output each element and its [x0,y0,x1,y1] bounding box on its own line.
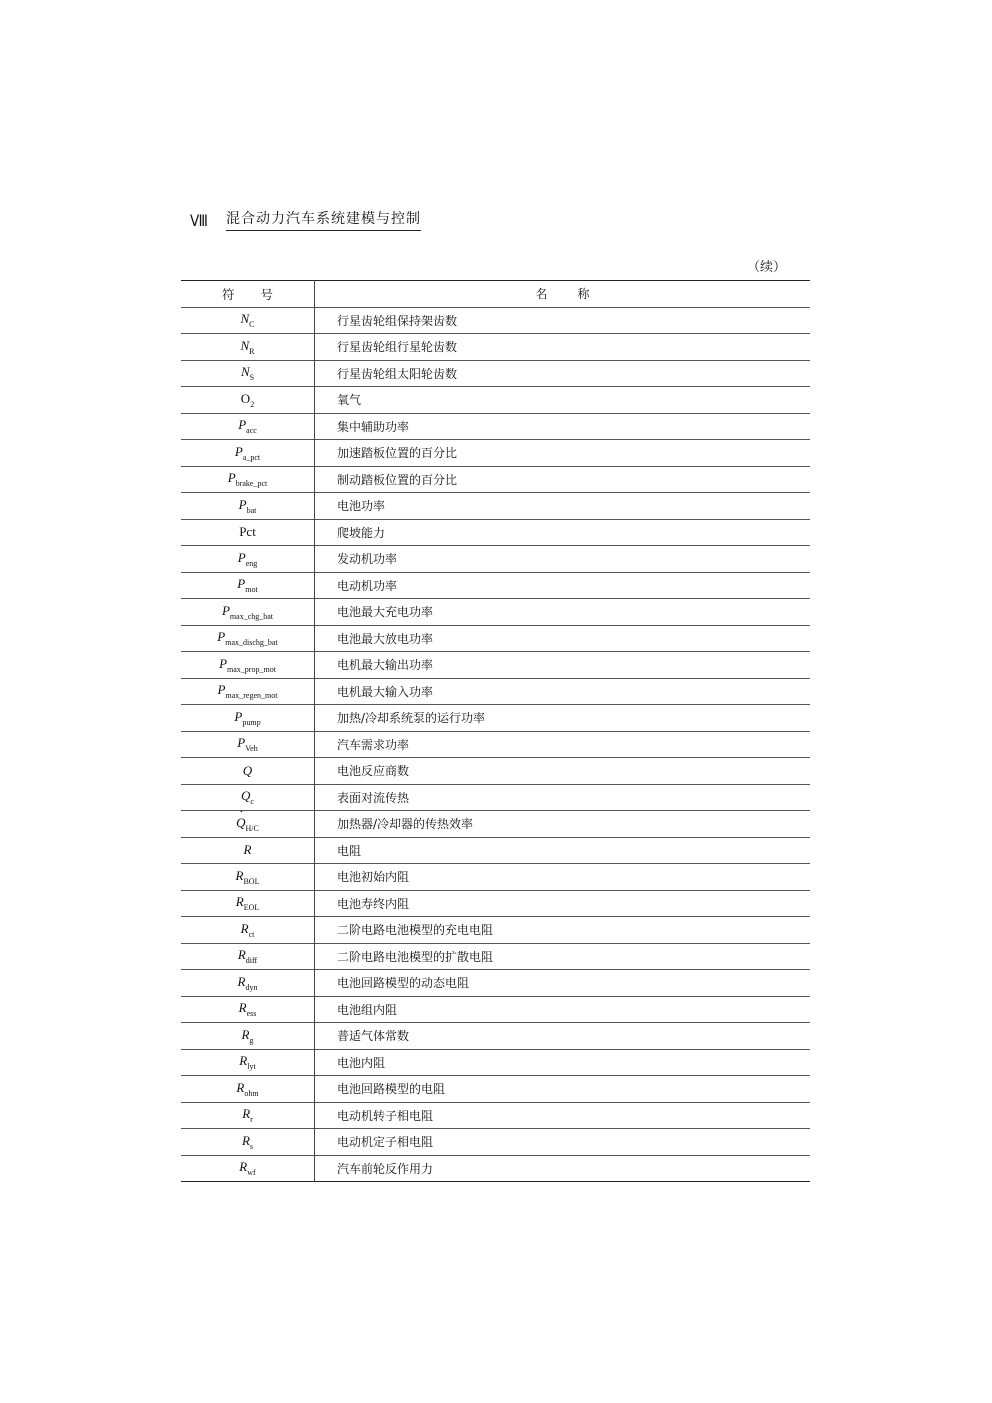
symbol-base: R [235,894,244,910]
symbol-cell [181,1102,315,1129]
symbol-cell [181,758,315,785]
symbol-base: R [243,842,252,858]
symbol-cell [181,466,315,493]
table-row [181,387,810,414]
symbol-subscript: ct [248,929,255,939]
symbol-cell [181,917,315,944]
table-row [181,1076,810,1103]
table-row [181,943,810,970]
symbol-subscript: r [250,1115,253,1125]
name-cell: 电池组内阻 [315,996,811,1023]
table-row [181,811,810,838]
symbol-cell [181,360,315,387]
symbol-cell [181,784,315,811]
symbol-subscript: ess [246,1009,257,1019]
symbol-cell [181,705,315,732]
name-cell: 电机最大输入功率 [315,678,811,705]
symbol-subscript: max_dischg_bat [225,638,278,648]
symbol-subscript: C [249,320,255,330]
symbol-cell [181,890,315,917]
symbol-subscript: diff [245,956,258,966]
symbol-subscript: max_chg_bat [229,611,274,621]
symbol-base: R [241,1132,250,1148]
symbol-base: · Q [236,815,245,831]
name-cell: 爬坡能力 [315,519,811,546]
name-cell: 电池功率 [315,493,811,520]
name-cell: 加热器/冷却器的传热效率 [315,811,811,838]
symbol-subscript: S [249,373,255,383]
name-cell: 加速踏板位置的百分比 [315,440,811,467]
name-cell: 电池内阻 [315,1049,811,1076]
table-row [181,599,810,626]
symbol-column-header: 符号 [181,281,315,308]
symbol-base: P [221,602,230,618]
symbol-subscript: eng [245,558,258,568]
table-row [181,864,810,891]
symbol-cell [181,1049,315,1076]
symbol-base: Q [241,788,251,804]
symbol-base: P [237,549,246,565]
symbol-cell [181,413,315,440]
symbol-table [181,280,810,1182]
symbol-subscript: lyt [247,1062,256,1072]
continued-label: （续） [747,260,787,275]
name-cell: 汽车前轮反作用力 [315,1155,811,1182]
symbol-subscript: BOL [243,876,260,886]
symbol-cell [181,519,315,546]
table-row [181,334,810,361]
table-row [181,758,810,785]
symbol-cell [181,625,315,652]
name-cell: 电池最大充电功率 [315,599,811,626]
table-row [181,837,810,864]
symbol-cell [181,731,315,758]
table-row [181,519,810,546]
table-row [181,731,810,758]
name-cell: 表面对流传热 [315,784,811,811]
table-row [181,1102,810,1129]
symbol-cell [181,1076,315,1103]
symbol-base: R [240,920,249,936]
name-cell: 汽车需求功率 [315,731,811,758]
symbol-base: R [242,1106,251,1122]
symbol-base: P [217,629,226,645]
table-row [181,678,810,705]
name-cell: 电池反应商数 [315,758,811,785]
symbol-subscript: acc [246,426,257,436]
symbol-base: P [219,655,228,671]
symbol-subscript: EOL [243,903,260,913]
symbol-subscript: g [249,1035,254,1045]
table-row [181,440,810,467]
table-row [181,413,810,440]
table-row [181,466,810,493]
symbol-cell [181,1129,315,1156]
table-row [181,625,810,652]
table-row [181,360,810,387]
table-row [181,784,810,811]
symbol-base: P [217,682,226,698]
symbol-subscript: H/C [245,823,259,833]
symbol-cell [181,599,315,626]
symbol-cell [181,546,315,573]
symbol-base: P [234,443,243,459]
symbol-subscript: pump [242,717,261,727]
symbol-base: O [240,390,251,406]
table-row [181,1129,810,1156]
table-row [181,652,810,679]
symbol-base: R [236,1079,245,1095]
symbol-base: N [240,311,250,327]
symbol-base: P [238,417,247,433]
symbol-cell [181,864,315,891]
symbol-base: P [237,735,246,751]
symbol-base: P [238,496,247,512]
name-cell: 电动机功率 [315,572,811,599]
name-cell: 电池最大放电功率 [315,625,811,652]
name-cell: 行星齿轮组太阳轮齿数 [315,360,811,387]
symbol-subscript: max_prop_mot [227,664,276,674]
symbol-base: R [241,1026,250,1042]
symbol-base: N [240,337,250,353]
name-cell: 电动机转子相电阻 [315,1102,811,1129]
symbol-base: R [235,867,244,883]
symbol-base: P [227,470,236,486]
name-cell: 集中辅助功率 [315,413,811,440]
name-cell: 电动机定子相电阻 [315,1129,811,1156]
symbol-cell [181,334,315,361]
name-cell: 二阶电路电池模型的扩散电阻 [315,943,811,970]
symbol-base: Pct [239,524,256,540]
name-column-header: 名称 [535,287,620,302]
symbol-cell [181,440,315,467]
symbol-cell [181,1155,315,1182]
symbol-cell [181,493,315,520]
symbol-base: R [239,1159,248,1175]
symbol-cell [181,1023,315,1050]
table-body [181,307,810,1182]
name-cell: 制动踏板位置的百分比 [315,466,811,493]
table-header-row [181,281,810,308]
symbol-base: P [234,708,243,724]
table-row [181,705,810,732]
table-row [181,970,810,997]
table-row [181,996,810,1023]
symbol-cell [181,652,315,679]
name-cell: 行星齿轮组行星轮齿数 [315,334,811,361]
symbol-cell [181,837,315,864]
name-cell: 电阻 [315,837,811,864]
name-cell: 加热/冷却系统泵的运行功率 [315,705,811,732]
table-row [181,307,810,334]
page-header [190,208,421,231]
chapter-title: 混合动力汽车系统建模与控制 [226,208,421,231]
name-cell: 行星齿轮组保持架齿数 [315,307,811,334]
symbol-subscript: wf [247,1168,256,1178]
table-row [181,572,810,599]
table-row [181,1023,810,1050]
symbol-cell [181,572,315,599]
symbol-cell [181,307,315,334]
symbol-subscript: ohm [244,1088,259,1098]
symbol-cell [181,678,315,705]
table-row [181,1049,810,1076]
symbol-base: Q [242,762,253,778]
symbol-subscript: mot [245,585,258,595]
symbol-base: N [240,364,250,380]
table-row [181,546,810,573]
symbol-cell [181,996,315,1023]
name-cell: 电池初始内阻 [315,864,811,891]
table-row [181,890,810,917]
table-row [181,493,810,520]
symbol-subscript: max_regen_mot [225,691,278,701]
symbol-subscript: s [249,1141,254,1151]
name-cell: 氧气 [315,387,811,414]
symbol-subscript: R [249,346,255,356]
name-cell: 电池寿终内阻 [315,890,811,917]
symbol-subscript: c [250,797,254,807]
table-row [181,917,810,944]
name-cell: 发动机功率 [315,546,811,573]
table-row [181,1155,810,1182]
symbol-subscript: brake_pct [235,479,268,489]
name-cell: 二阶电路电池模型的充电电阻 [315,917,811,944]
symbol-subscript: a_pct [242,452,261,462]
symbol-cell [181,943,315,970]
symbol-subscript: bat [246,505,257,515]
symbol-cell [181,970,315,997]
name-cell: 普适气体常数 [315,1023,811,1050]
symbol-subscript: 2 [250,399,255,409]
name-cell: 电机最大输出功率 [315,652,811,679]
symbol-base: R [238,1000,247,1016]
symbol-cell [181,387,315,414]
name-cell: 电池回路模型的电阻 [315,1076,811,1103]
name-cell: 电池回路模型的动态电阻 [315,970,811,997]
symbol-base: R [237,973,246,989]
symbol-base: R [239,1053,248,1069]
symbol-base: P [237,576,246,592]
symbol-base: R [237,947,246,963]
symbol-cell [181,811,315,838]
page-number: Ⅷ [190,213,208,230]
symbol-subscript: dyn [245,982,258,992]
symbol-subscript: Veh [245,744,258,754]
